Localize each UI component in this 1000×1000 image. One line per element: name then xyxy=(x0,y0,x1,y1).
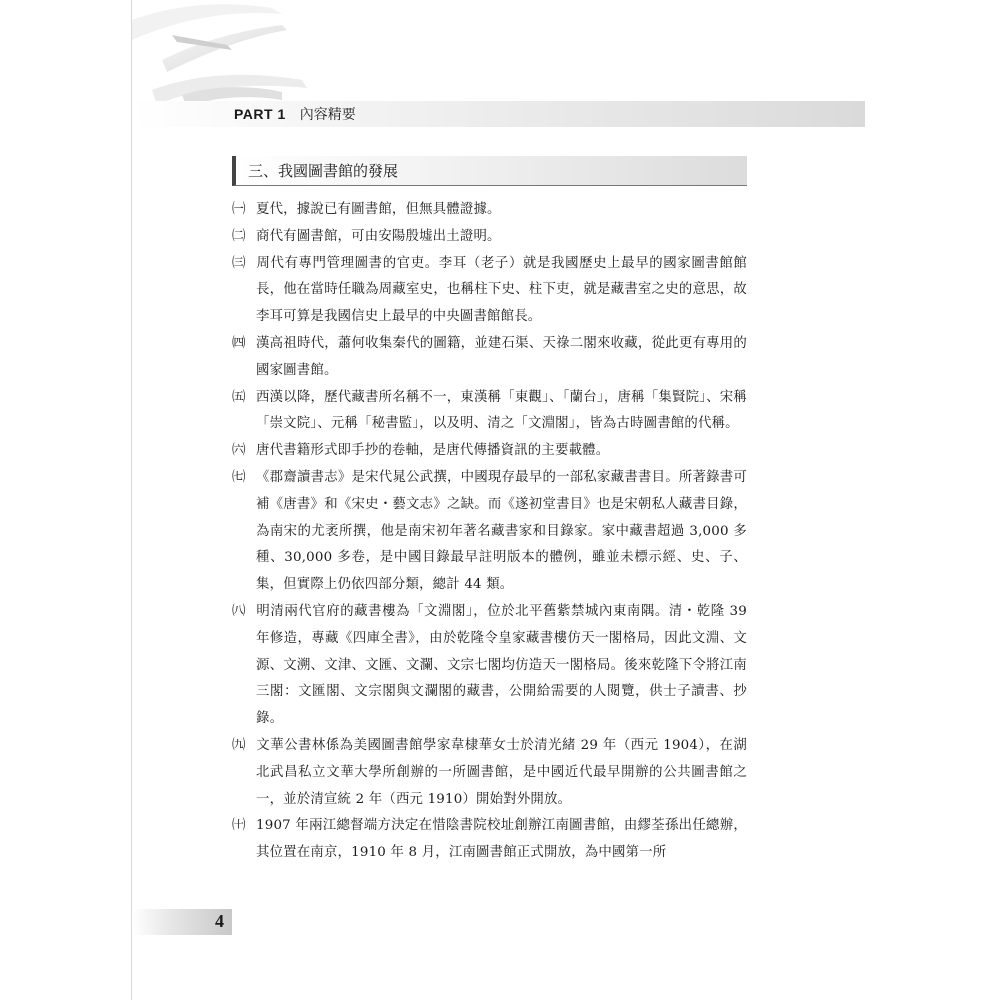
item-number: ㈢ xyxy=(232,255,246,271)
section-title: 三、我國圖書館的發展 xyxy=(248,162,399,180)
page-trim-line xyxy=(131,0,132,1000)
item-text: 文華公書林係為美國圖書館學家韋棣華女士於清光緒 29 年（西元 1904），在湖北武昌私立文華大學所創辦的一所圖書館，是中國近代最早開辦的公共圖書館之一，並於清宣統 2 年（西元 1910）開始對外開放。 xyxy=(256,737,747,807)
item-number: ㈩ xyxy=(232,818,246,834)
item-number: ㈦ xyxy=(232,469,246,485)
item-number: ㈡ xyxy=(232,228,246,244)
page-number-tab xyxy=(132,909,232,935)
item-text: 1907 年兩江總督端方決定在惜陰書院校址創辦江南圖書館，由繆荃孫出任總辦，其位置在南京，1910 年 8 月，江南圖書館正式開放，為中國第一所 xyxy=(256,818,747,861)
list-item xyxy=(232,331,747,385)
item-text: 唐代書籍形式即手抄的卷軸，是唐代傳播資訊的主要載體。 xyxy=(256,443,610,459)
part-label: PART 1 xyxy=(234,106,286,122)
running-header xyxy=(234,104,356,124)
list-item xyxy=(232,251,747,331)
item-text: 夏代，據說已有圖書館，但無具體證據。 xyxy=(256,202,501,217)
list-item xyxy=(232,599,747,733)
item-text: 《郡齋讀書志》是宋代晁公武撰，中國現存最早的一部私家藏書書目。所著錄書可補《唐書》和《宋史・藝文志》之缺。而《遂初堂書目》也是宋朝私人藏書目錄，為南宋的尤袤所撰，他是南宋初年著名藏書家和目錄家。家中藏書超過 3,000 多種、30,000 多卷，是中國目錄最早註明版本的體例，雖並未標示經、史、子、集，但實際上仍依四部分類，總計 44 類。 xyxy=(256,469,747,593)
item-text: 明清兩代官府的藏書樓為「文淵閣」，位於北平舊紫禁城內東南隅。清・乾隆 39 年修造，專藏《四庫全書》，由於乾隆令皇家藏書樓仿天一閣格局，因此文淵、文源、文溯、文津、文匯、文瀾、文宗七閣均仿造天一閣格局。後來乾隆下令將江南三閣：文匯閣、文宗閣與文瀾閣的藏書，公開給需要的人閱覽，供士子讀書、抄錄。 xyxy=(256,603,747,727)
list-item xyxy=(232,465,747,599)
item-number: ㈨ xyxy=(232,737,246,753)
item-text: 西漢以降，歷代藏書所名稱不一，東漢稱「東觀」、「蘭台」，唐稱「集賢院」、宋稱「崇文院」、元稱「秘書監」，以及明、清之「文淵閣」，皆為古時圖書館的代稱。 xyxy=(256,389,747,432)
list-item xyxy=(232,733,747,813)
list-item xyxy=(232,224,747,251)
decorative-swoosh-artwork xyxy=(132,0,332,150)
page-number: 4 xyxy=(215,911,224,931)
item-number: ㈠ xyxy=(232,202,246,217)
list-item xyxy=(232,197,747,224)
item-number: ㈧ xyxy=(232,603,246,619)
section-heading xyxy=(232,156,747,186)
item-text: 周代有專門管理圖書的官吏。李耳（老子）就是我國歷史上最早的國家圖書館館長，他在當時任職為周藏室史，也稱柱下史、柱下吏，就是藏書室之史的意思，故李耳可算是我國信史上最早的中央圖書館館長。 xyxy=(256,255,747,325)
item-number: ㈤ xyxy=(232,389,246,405)
list-item xyxy=(232,385,747,439)
item-text: 商代有圖書館，可由安陽殷墟出土證明。 xyxy=(256,228,501,244)
item-number: ㈥ xyxy=(232,443,246,459)
body-text xyxy=(232,197,747,867)
part-title: 內容精要 xyxy=(299,107,356,123)
item-number: ㈣ xyxy=(232,335,246,351)
item-text: 漢高祖時代，蕭何收集秦代的圖籍，並建石渠、天祿二閣來收藏，從此更有專用的國家圖書館。 xyxy=(256,335,747,378)
list-item xyxy=(232,813,747,867)
list-item xyxy=(232,438,747,465)
